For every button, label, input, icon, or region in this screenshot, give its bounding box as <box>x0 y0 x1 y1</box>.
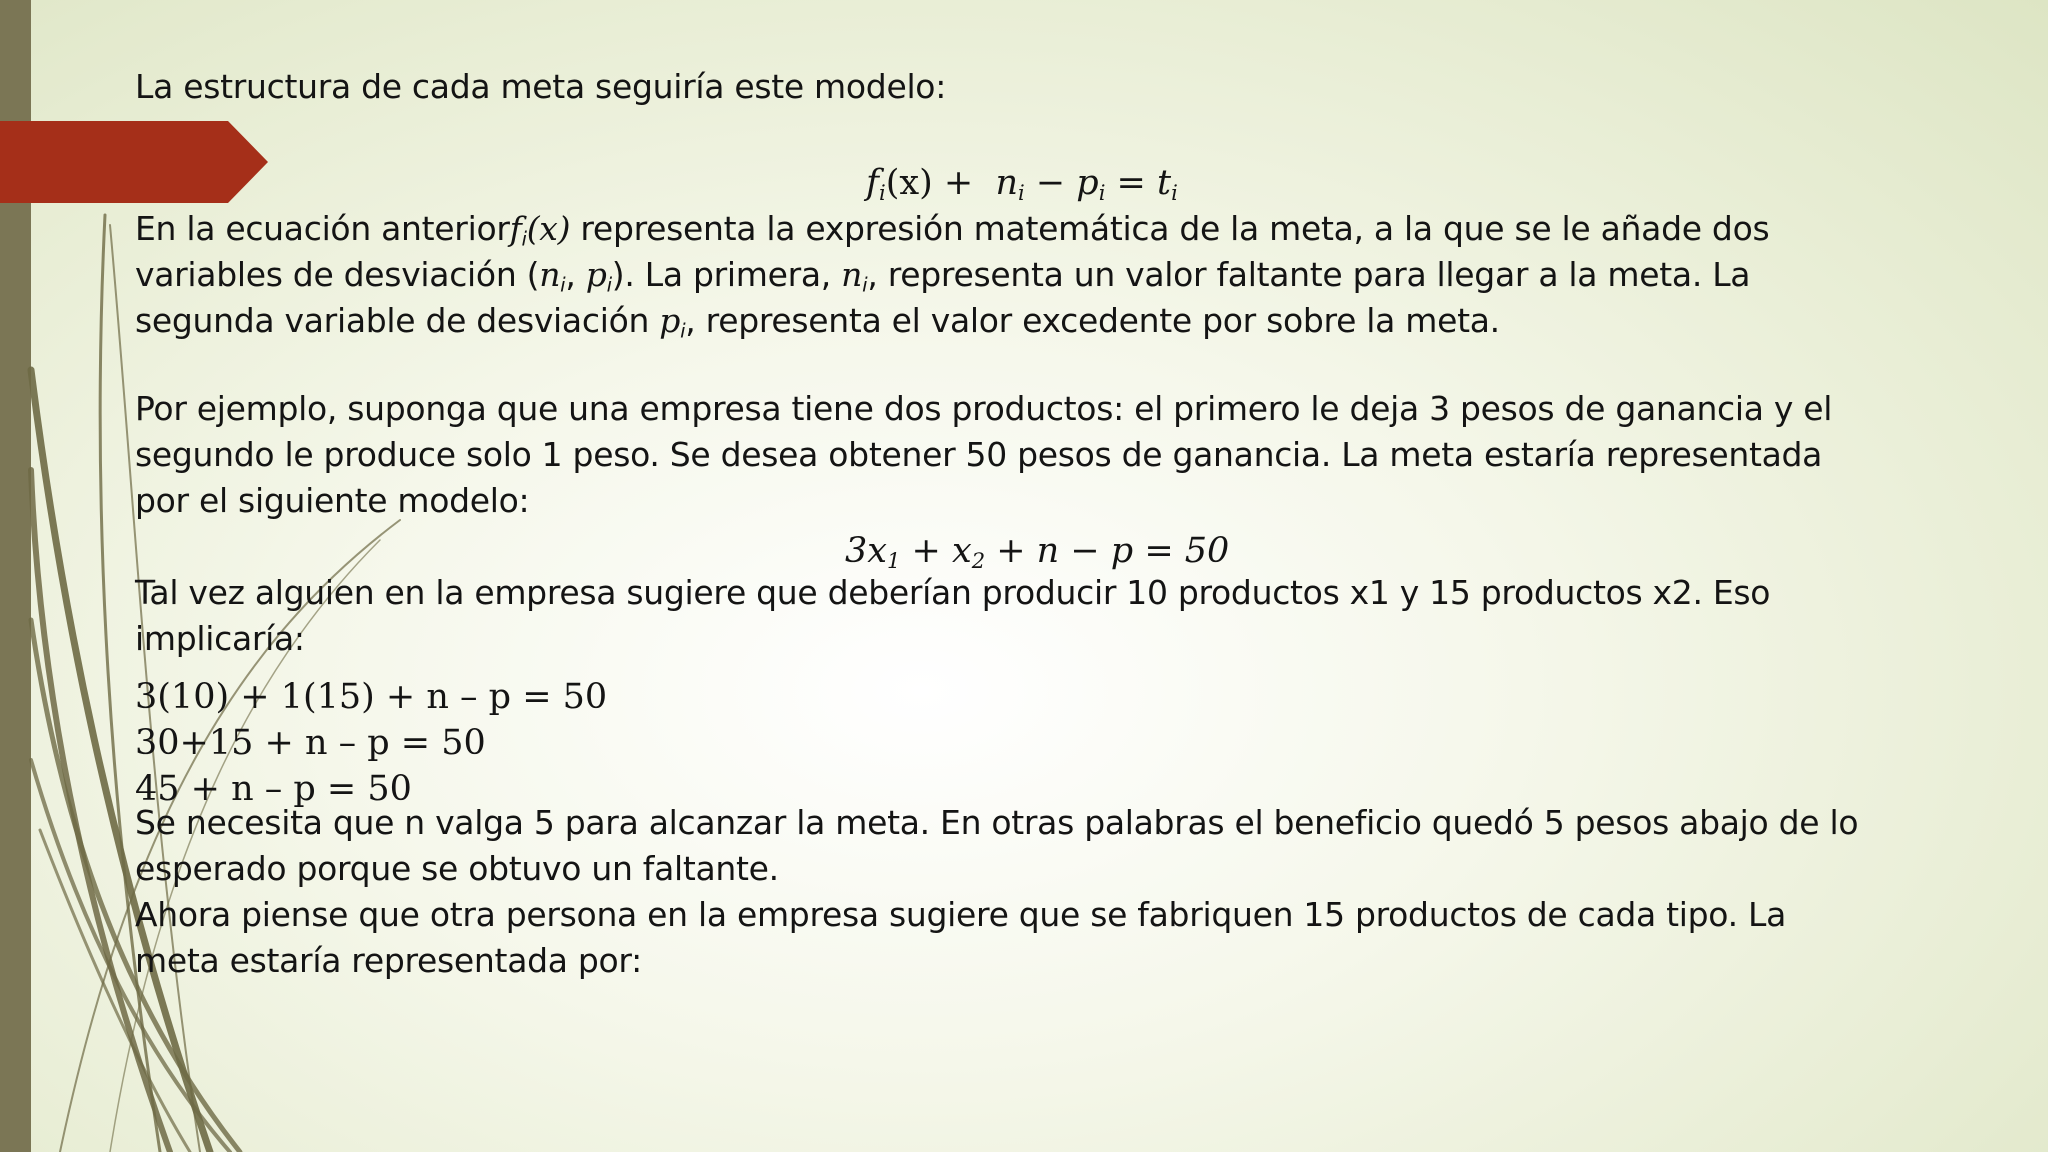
explanation-line-1: En la ecuación anteriorf$_i$(x) representa la expresión matemática de la meta, a la que se le añade dos <box>135 209 1770 251</box>
explanation-line-3: segunda variable de desviación $p_i$, representa el valor excedente por sobre la meta. <box>135 301 1500 343</box>
calc-line-1: 3(10) + 1(15) + n – p = 50 <box>135 677 608 717</box>
conclusion-line-4: meta estaría representada por: <box>135 941 642 980</box>
conclusion-line-2: esperado porque se obtuvo un faltante. <box>135 849 779 888</box>
calc-line-2: 30+15 + n – p = 50 <box>135 723 486 763</box>
example-line-1: Por ejemplo, suponga que una empresa tiene dos productos: el primero le deja 3 pesos de ganancia y el <box>135 389 1833 428</box>
conclusion-line-1: Se necesita que n valga 5 para alcanzar la meta. En otras palabras el beneficio quedó 5 pesos abajo de lo <box>135 803 1859 842</box>
explanation-line-2: variables de desviación ($n_i$, $p_i$). La primera, $n_i$, representa un valor faltante para llegar a la meta. La <box>135 255 1751 297</box>
conclusion-line-3: Ahora piense que otra persona en la empresa sugiere que se fabriquen 15 productos de cada tipo. La <box>135 895 1786 934</box>
goal-model-equation: $f_i(x) + n_i - p_i = t_i$ <box>866 163 1178 205</box>
suggestion-line-2: implicaría: <box>135 619 305 658</box>
example-line-3: por el siguiente modelo: <box>135 481 530 520</box>
example-model-equation: $3x_1 + x_2 + n - p = 50$ <box>845 531 1230 573</box>
example-line-2: segundo le produce solo 1 peso. Se desea obtener 50 pesos de ganancia. La meta estaría representada <box>135 435 1823 474</box>
intro-text: La estructura de cada meta seguiría este modelo: <box>135 67 947 106</box>
accent-arrow <box>0 121 268 203</box>
suggestion-line-1: Tal vez alguien en la empresa sugiere que deberían producir 10 productos x1 y 15 productos x2. Eso <box>135 573 1771 612</box>
calc-line-3: 45 + n – p = 50 <box>135 769 412 809</box>
